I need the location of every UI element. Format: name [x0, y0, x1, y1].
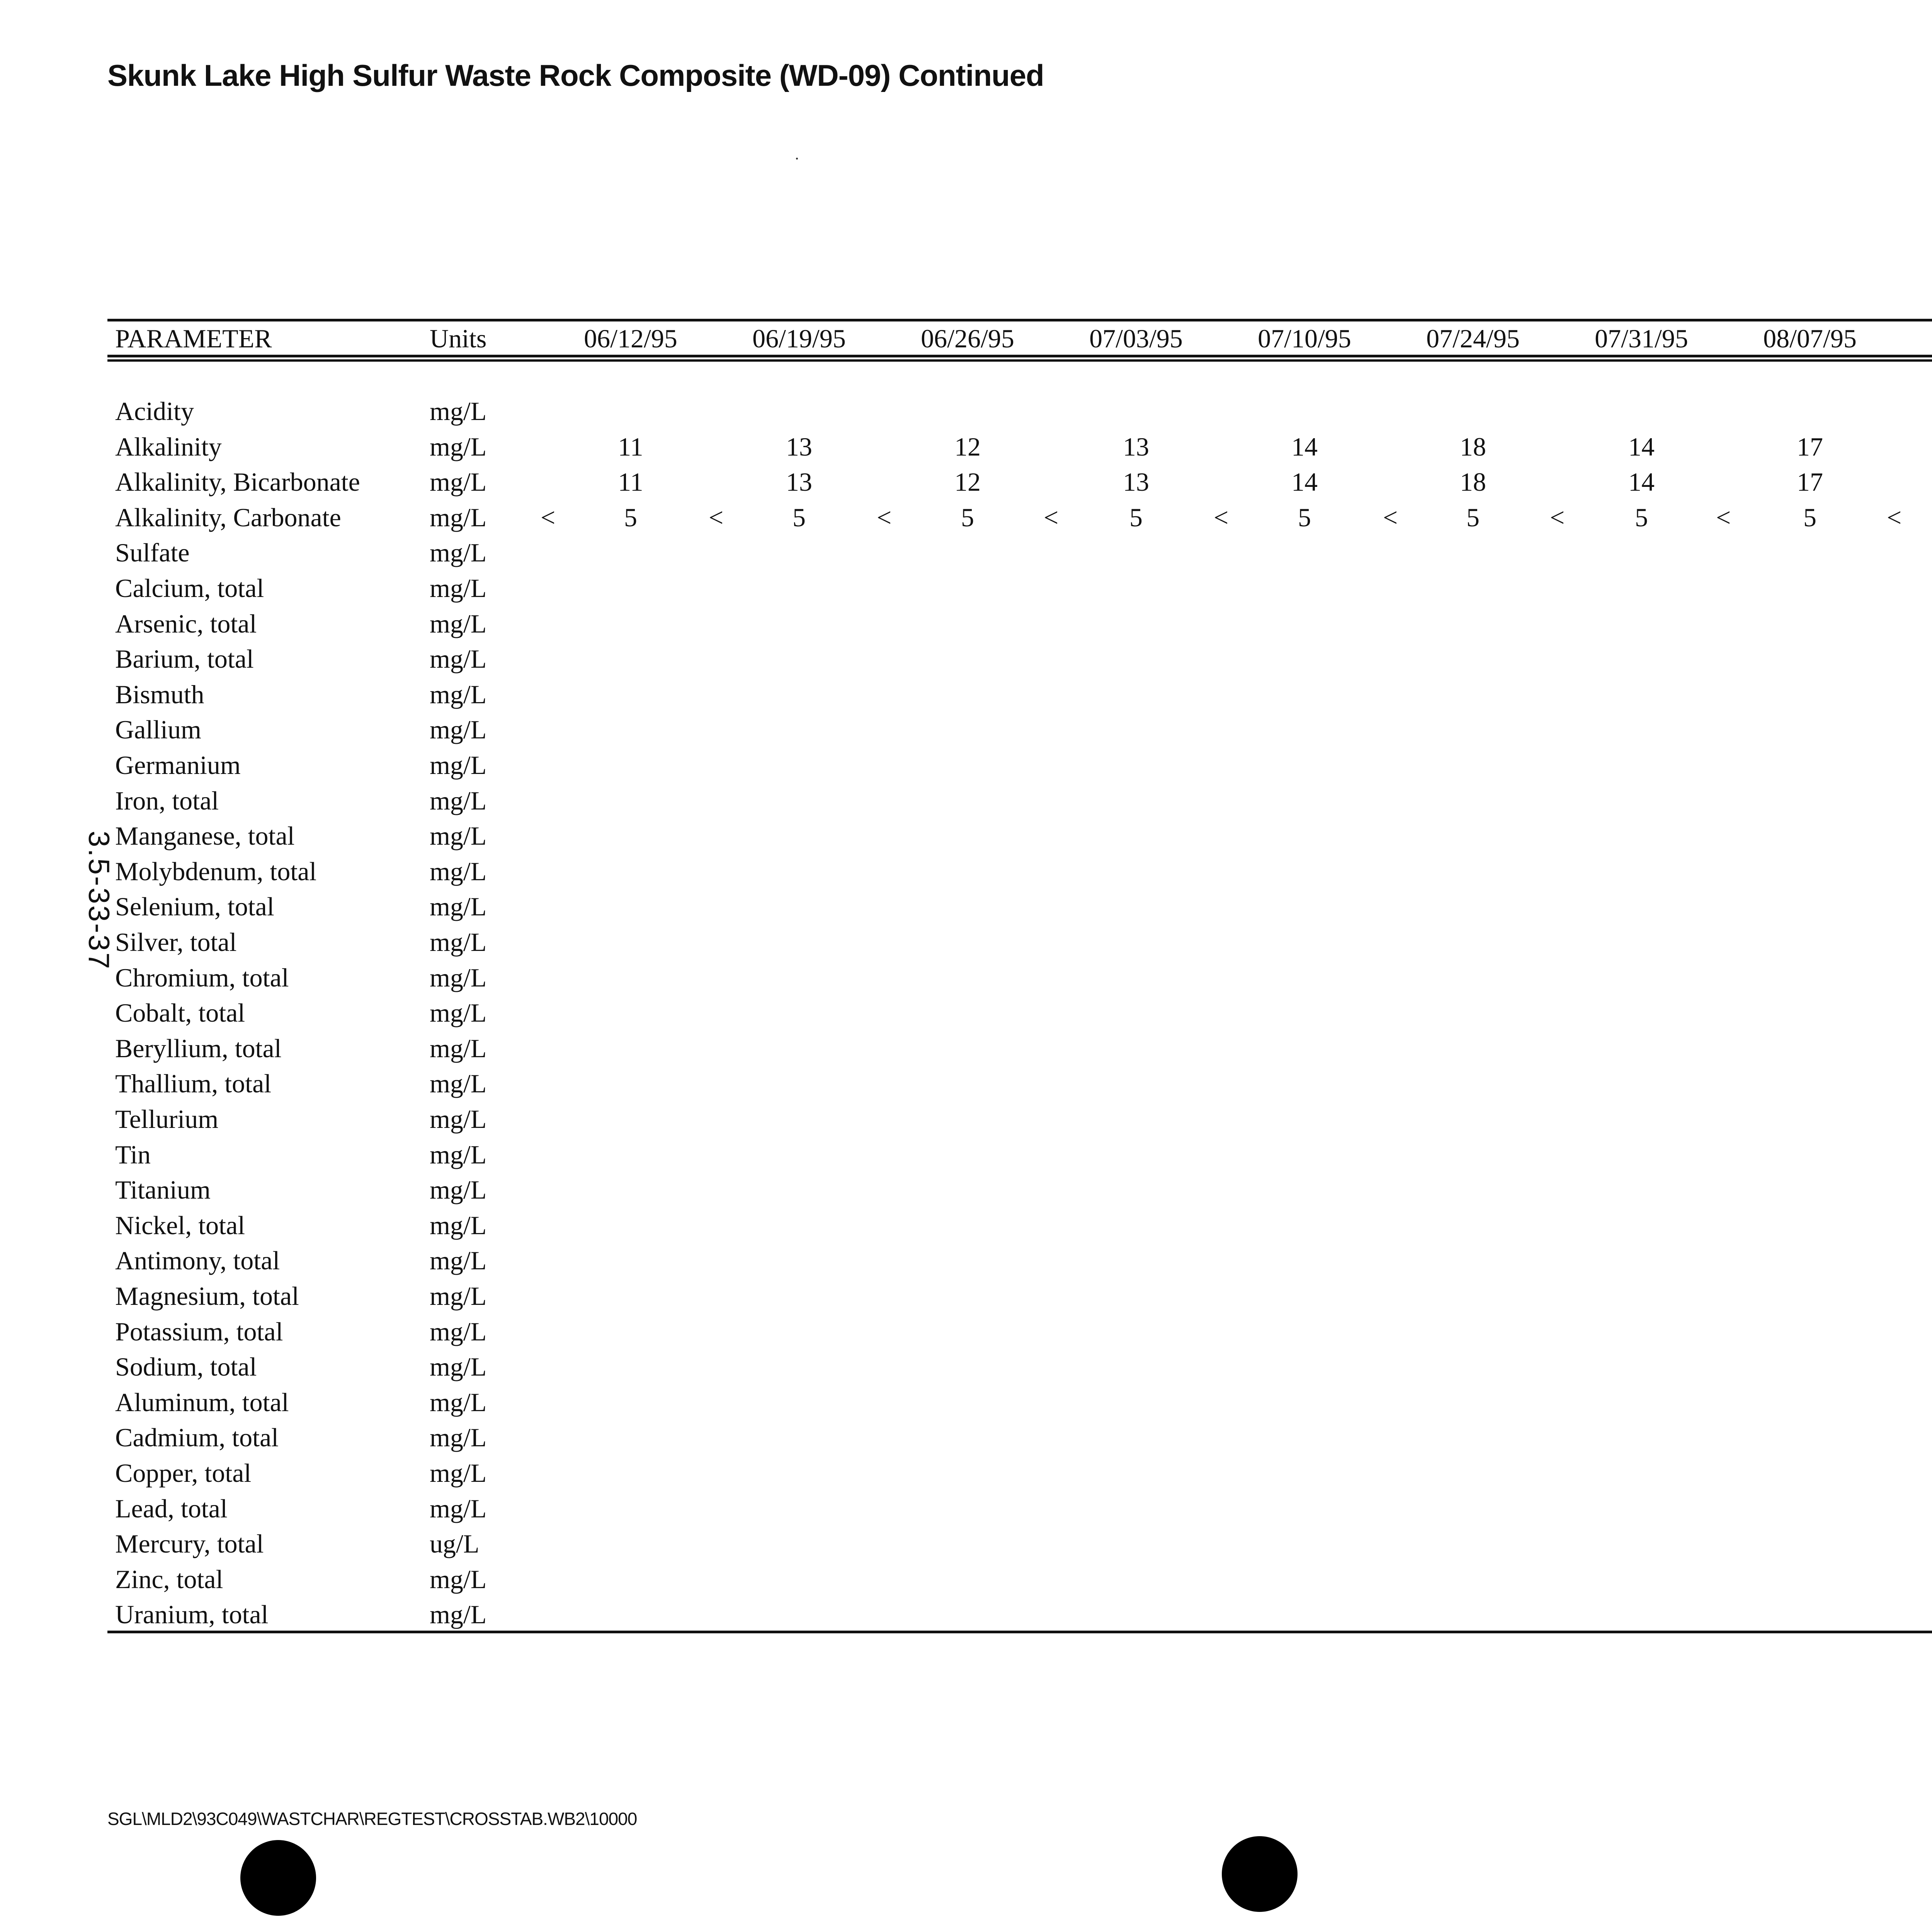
less-than-qualifier: < — [1383, 503, 1398, 532]
header-units: Units — [430, 324, 487, 353]
row-units: mg/L — [430, 1246, 487, 1275]
table-cell-value: 5 — [1803, 503, 1816, 532]
row-parameter: Aluminum, total — [115, 1388, 289, 1417]
table-cell-value: 5 — [961, 503, 974, 532]
table-cell-value — [1928, 464, 1932, 500]
column-header-date: 07/03/95 — [1089, 324, 1183, 353]
table-cell-value: 14 — [1291, 467, 1318, 497]
row-parameter: Silver, total — [115, 927, 237, 957]
table-cell-value: 11 — [618, 467, 643, 497]
table-cell-value: 5 — [1466, 503, 1480, 532]
row-parameter: Magnesium, total — [115, 1281, 299, 1311]
footer-file-path: SGL\MLD2\93C049\WASTCHAR\REGTEST\CROSSTAB.WB2\10000 — [107, 1809, 637, 1829]
row-units: mg/L — [430, 1104, 487, 1134]
row-units: mg/L — [430, 396, 487, 426]
table-cell-value: 14 — [1628, 467, 1655, 497]
row-units: mg/L — [430, 503, 487, 532]
table-cell-value: 14 — [1291, 432, 1318, 461]
row-parameter: Cadmium, total — [115, 1423, 279, 1452]
row-parameter: Alkalinity — [115, 432, 222, 461]
row-parameter: Thallium, total — [115, 1069, 272, 1098]
less-than-qualifier: < — [1716, 503, 1731, 532]
row-units: mg/L — [430, 1494, 487, 1523]
row-units: mg/L — [430, 1317, 487, 1346]
less-than-qualifier: < — [1043, 503, 1059, 532]
less-than-qualifier: < — [876, 503, 892, 532]
page-title: Skunk Lake High Sulfur Waste Rock Composite (WD-09) Continued — [107, 58, 1044, 92]
column-header-date: 07/24/95 — [1426, 324, 1520, 353]
column-header-date: 06/12/95 — [584, 324, 677, 353]
row-units: mg/L — [430, 538, 487, 567]
table-cell-value: 13 — [1123, 432, 1149, 461]
row-units: mg/L — [430, 1069, 487, 1098]
row-parameter: Zinc, total — [115, 1565, 223, 1594]
row-parameter: Manganese, total — [115, 821, 295, 850]
row-units: mg/L — [430, 750, 487, 780]
table-cell-value: 13 — [786, 467, 812, 497]
column-header-date: 06/19/95 — [752, 324, 846, 353]
row-units: mg/L — [430, 1175, 487, 1204]
punch-hole-center — [1222, 1836, 1298, 1912]
side-page-label: 3.5-33-37 — [82, 831, 115, 971]
column-header-date — [1901, 321, 1932, 356]
punch-hole-left — [240, 1840, 316, 1916]
table-cell-value: 5 — [1298, 503, 1311, 532]
row-parameter: Tin — [115, 1140, 151, 1169]
table-cell-value: 5 — [624, 503, 637, 532]
table-cell-value: 17 — [1797, 467, 1823, 497]
row-units: mg/L — [430, 786, 487, 815]
row-units: ug/L — [430, 1529, 480, 1558]
row-units: mg/L — [430, 1600, 487, 1629]
row-units: mg/L — [430, 1458, 487, 1488]
row-parameter: Alkalinity, Carbonate — [115, 503, 341, 532]
row-parameter: Chromium, total — [115, 963, 289, 992]
row-parameter: Mercury, total — [115, 1529, 264, 1558]
row-units: mg/L — [430, 680, 487, 709]
column-header-date: 07/10/95 — [1258, 324, 1351, 353]
row-units: mg/L — [430, 1034, 487, 1063]
row-units: mg/L — [430, 1423, 487, 1452]
table-cell-value: 5 — [1129, 503, 1143, 532]
row-units: mg/L — [430, 609, 487, 638]
row-units: mg/L — [430, 892, 487, 921]
table-cell-value: 12 — [954, 467, 981, 497]
less-than-qualifier: < — [540, 503, 556, 532]
column-header-date: 08/07/95 — [1763, 324, 1857, 353]
row-parameter: Germanium — [115, 750, 241, 780]
row-parameter: Titanium — [115, 1175, 211, 1204]
table-cell-value: 5 — [1635, 503, 1648, 532]
table-cell-value: 18 — [1460, 432, 1486, 461]
table-bottom-rule — [107, 1631, 1932, 1633]
table-cell-value — [1928, 429, 1932, 464]
header-rule — [107, 355, 1932, 357]
row-parameter: Sulfate — [115, 538, 190, 567]
row-parameter: Molybdenum, total — [115, 857, 317, 886]
row-parameter: Nickel, total — [115, 1211, 245, 1240]
row-units: mg/L — [430, 432, 487, 461]
row-units: mg/L — [430, 1281, 487, 1311]
row-parameter: Tellurium — [115, 1104, 219, 1134]
row-units: mg/L — [430, 1140, 487, 1169]
table-cell-value: 13 — [1123, 467, 1149, 497]
row-units: mg/L — [430, 715, 487, 744]
row-units: mg/L — [430, 467, 487, 497]
row-parameter: Iron, total — [115, 786, 219, 815]
column-header-date: 06/26/95 — [921, 324, 1014, 353]
row-parameter: Arsenic, total — [115, 609, 257, 638]
table-cell-value: 5 — [793, 503, 806, 532]
row-units: mg/L — [430, 821, 487, 850]
less-than-qualifier: < — [1549, 503, 1565, 532]
row-units: mg/L — [430, 573, 487, 603]
row-parameter: Beryllium, total — [115, 1034, 282, 1063]
table-cell-value: 13 — [786, 432, 812, 461]
row-units: mg/L — [430, 927, 487, 957]
less-than-qualifier: < — [1886, 503, 1902, 532]
row-parameter: Bismuth — [115, 680, 204, 709]
row-units: mg/L — [430, 998, 487, 1027]
row-parameter: Barium, total — [115, 644, 254, 673]
table-cell-value: 11 — [618, 432, 643, 461]
row-parameter: Lead, total — [115, 1494, 228, 1523]
row-parameter: Selenium, total — [115, 892, 274, 921]
table-cell-value: 18 — [1460, 467, 1486, 497]
header-rule-double — [107, 359, 1932, 362]
less-than-qualifier: < — [1213, 503, 1229, 532]
row-units: mg/L — [430, 963, 487, 992]
header-parameter: PARAMETER — [115, 324, 272, 353]
row-parameter: Copper, total — [115, 1458, 252, 1488]
row-parameter: Cobalt, total — [115, 998, 245, 1027]
table-cell-value: 17 — [1797, 432, 1823, 461]
scan-speck — [796, 158, 798, 160]
row-units: mg/L — [430, 1565, 487, 1594]
row-units: mg/L — [430, 1352, 487, 1381]
row-parameter: Antimony, total — [115, 1246, 280, 1275]
row-parameter: Gallium — [115, 715, 201, 744]
table-cell-value: 12 — [954, 432, 981, 461]
less-than-qualifier: < — [708, 503, 724, 532]
table-cell-value — [1928, 500, 1932, 535]
row-parameter: Calcium, total — [115, 573, 264, 603]
row-parameter: Uranium, total — [115, 1600, 269, 1629]
row-parameter: Potassium, total — [115, 1317, 283, 1346]
row-parameter: Alkalinity, Bicarbonate — [115, 467, 360, 497]
column-header-date: 07/31/95 — [1595, 324, 1688, 353]
row-units: mg/L — [430, 1211, 487, 1240]
row-parameter: Acidity — [115, 396, 194, 426]
row-units: mg/L — [430, 1388, 487, 1417]
row-parameter: Sodium, total — [115, 1352, 257, 1381]
row-units: mg/L — [430, 857, 487, 886]
row-units: mg/L — [430, 644, 487, 673]
table-cell-value: 14 — [1628, 432, 1655, 461]
